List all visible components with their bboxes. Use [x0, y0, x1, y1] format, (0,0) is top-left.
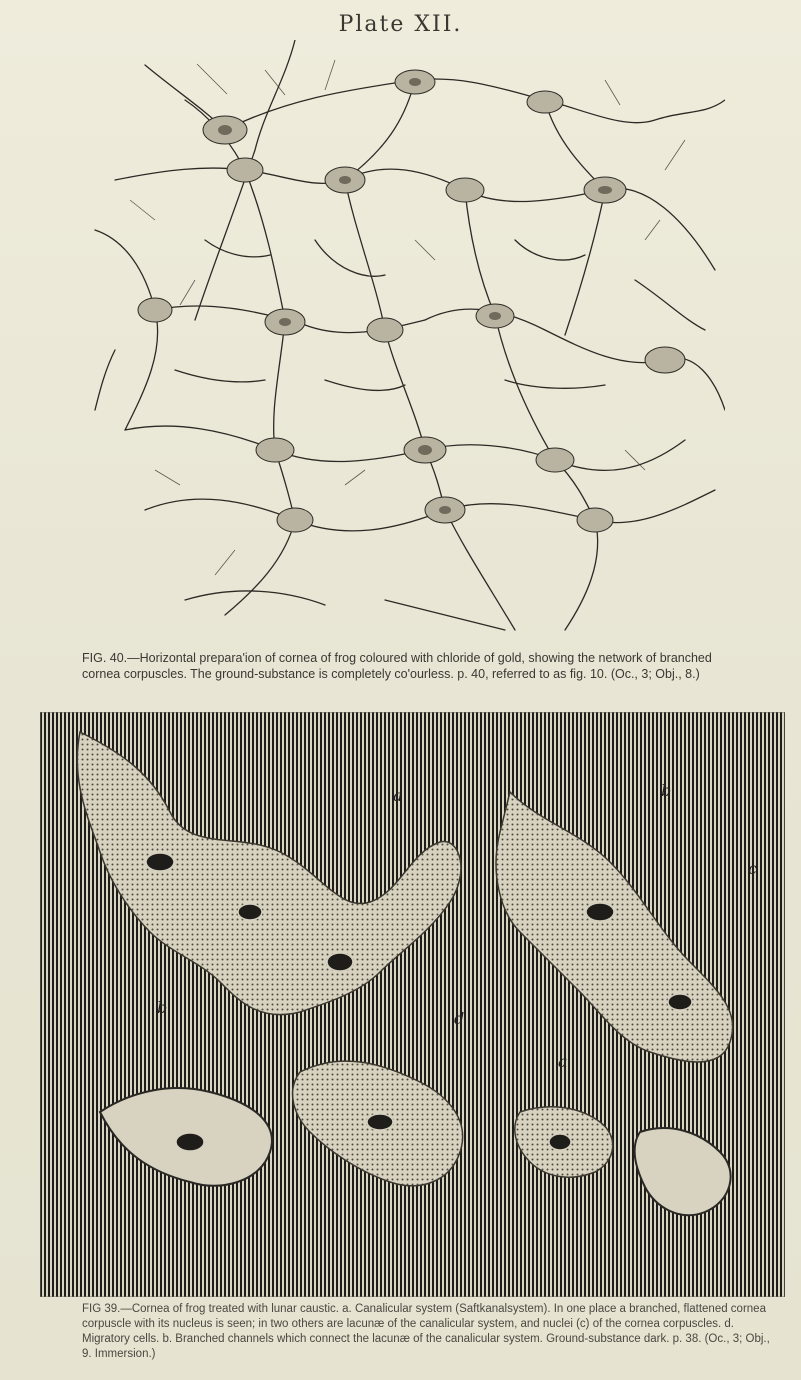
figure-39-label-a-lower: a	[558, 1052, 568, 1071]
figure-39-illustration	[40, 712, 785, 1297]
figure-40-caption-prefix: FIG. 40.	[82, 651, 128, 665]
figure-39-label-d: d	[454, 1009, 465, 1028]
figure-39-label-c: c	[748, 859, 757, 878]
plate-title: Plate XII.	[338, 12, 463, 37]
figure-39-caption-prefix: FIG 39.	[82, 1303, 121, 1315]
figure-39-label-a: a	[393, 786, 403, 805]
figure-39-label-b-lower: b	[157, 998, 168, 1017]
figure-40-illustration	[85, 40, 725, 640]
figure-40-caption	[82, 650, 720, 682]
figure-39-caption-text: —Cornea of frog treated with lunar caustic. a. Canalicular system (Saftkanalsystem). In one place a branched, flattened cornea corpuscle with its nucleus is seen; in two others are lacunæ of the canalicular system, and nuclei (c) of the cornea corpuscles. d. Migratory cells. b. Branched channels which connect the lacunæ of the canalicular system. Ground-substance dark. p. 38. (Oc., 3; Obj., 9. Immersion.)	[82, 1303, 770, 1360]
figure-39-caption	[82, 1302, 782, 1362]
figure-39-label-b: b	[661, 781, 672, 800]
figure-40-caption-text: —Horizontal prepara'ion of cornea of frog coloured with chloride of gold, showing the network of branched cornea corpuscles. The ground-substance is completely co'ourless. p. 40, referred to as fig. 10. (Oc., 3; Obj., 8.)	[82, 651, 712, 681]
